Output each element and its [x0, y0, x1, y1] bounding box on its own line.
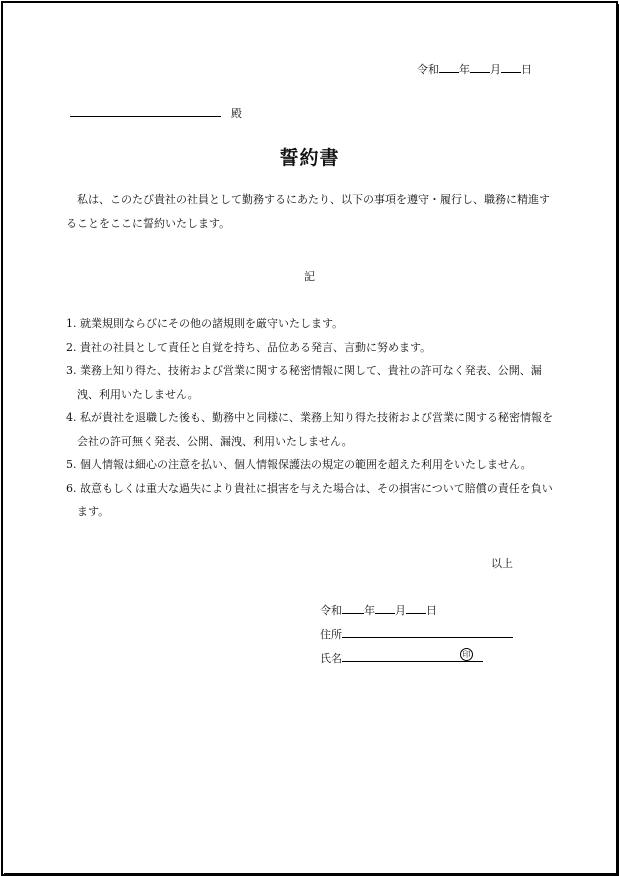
addressee-line	[70, 104, 242, 121]
header-year-suffix: 年	[459, 63, 470, 76]
day-blank	[501, 60, 521, 73]
name-blank	[342, 649, 483, 662]
signature-name	[320, 649, 483, 666]
pledge-item: 5. 個人情報は細心の注意を払い、個人情報保護法の規定の範囲を超えた利用をいたしません。	[66, 458, 532, 471]
address-label: 住所	[320, 628, 342, 641]
pledge-item: 6. 故意もしくは重大な過失により貴社に損害を与えた場合は、その損害について賠償の責任を負います。	[66, 481, 553, 518]
closing-text: 以上	[491, 557, 513, 570]
pledge-item: 1. 就業規則ならびにその他の諸規則を厳守いたします。	[66, 317, 344, 330]
header-era: 令和	[417, 63, 439, 76]
pledge-item: 3. 業務上知り得た、技術および営業に関する秘密情報に関して、貴社の許可なく発表、公開、漏洩、利用いたしません。	[66, 364, 542, 401]
addressee-blank	[70, 104, 221, 117]
signature-month-blank	[375, 601, 395, 614]
document-title: 誓約書	[279, 147, 340, 169]
signature-address	[320, 625, 513, 642]
signature-era: 令和	[320, 604, 342, 617]
year-blank	[439, 60, 459, 73]
name-label: 氏名	[320, 652, 342, 665]
month-blank	[470, 60, 490, 73]
signature-year-blank	[342, 601, 364, 614]
header-date	[417, 60, 532, 77]
address-blank	[342, 625, 513, 638]
ki-heading: 記	[304, 270, 315, 283]
signature-date	[320, 601, 437, 618]
seal-mark: 印	[460, 648, 473, 661]
pledge-item: 4. 私が貴社を退職した後も、勤務中と同様に、業務上知り得た技術および営業に関する秘密情報を会社の許可無く発表、公開、漏洩、利用いたしません。	[66, 411, 553, 448]
addressee-honorific: 殿	[231, 107, 242, 120]
signature-day-blank	[406, 601, 426, 614]
signature-month-suffix: 月	[395, 604, 406, 617]
signature-year-suffix: 年	[364, 604, 375, 617]
header-day-suffix: 日	[521, 63, 532, 76]
pledge-item: 2. 貴社の社員として責任と自覚を持ち、品位ある発言、言動に努めます。	[66, 340, 432, 354]
pledge-list	[66, 312, 556, 524]
signature-day-suffix: 日	[426, 604, 437, 617]
intro-paragraph: 私は、このたび貴社の社員として勤務するにあたり、以下の事項を遵守・履行し、職務に精進することをここに誓約いたします。	[66, 193, 550, 230]
header-month-suffix: 月	[490, 63, 501, 76]
